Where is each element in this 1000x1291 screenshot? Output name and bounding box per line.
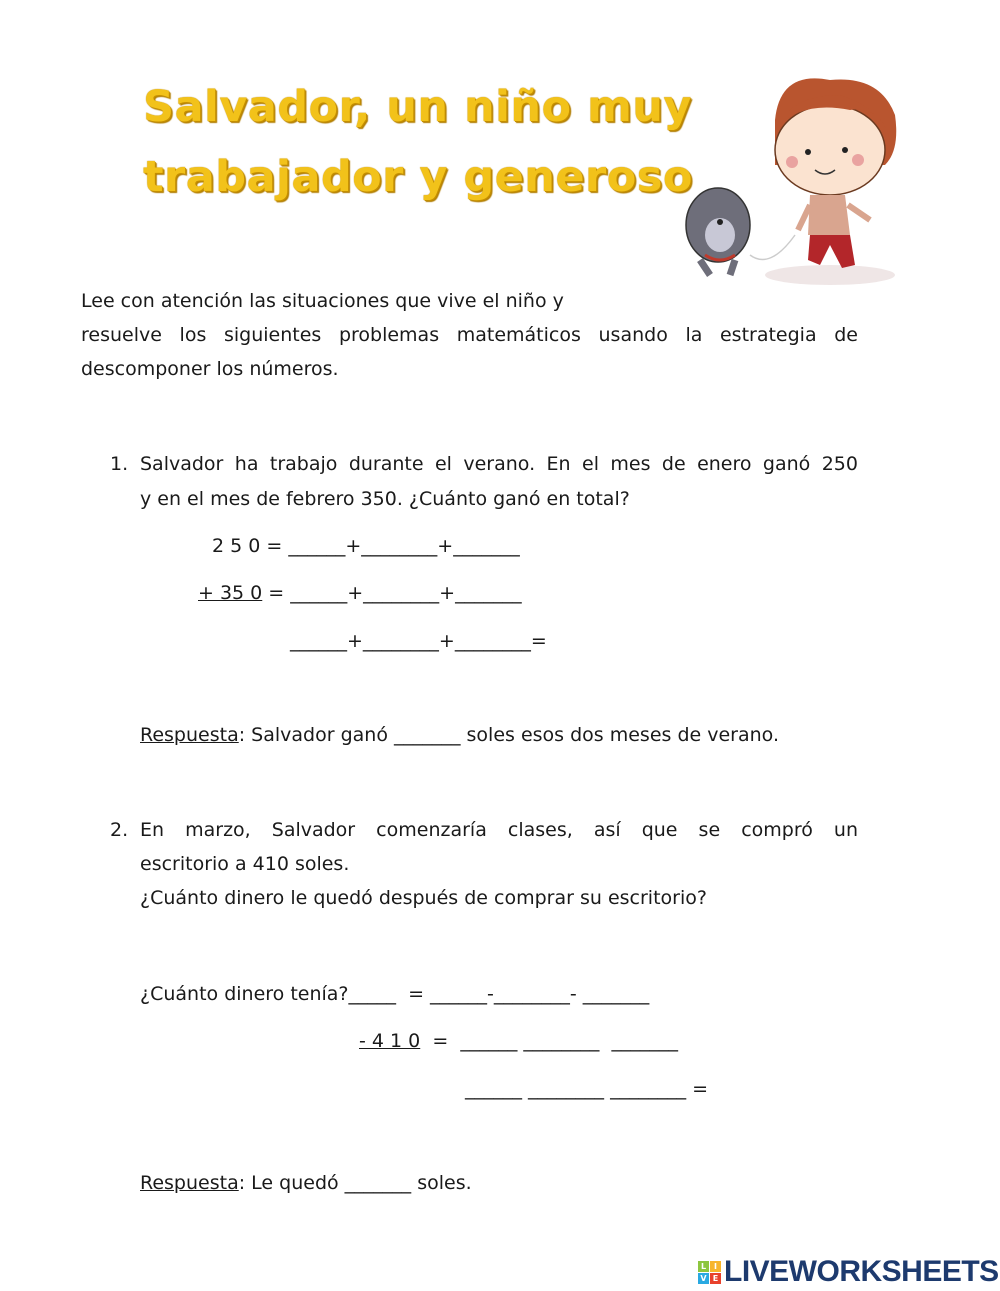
problem-1-number: 1. bbox=[110, 453, 129, 475]
intro-line-1: Lee con atención las situaciones que vive el niño y bbox=[81, 290, 564, 312]
addend-250: 2 5 0 bbox=[212, 535, 261, 557]
problem-2-equation-3[interactable]: ______ ________ ________ = bbox=[465, 1078, 709, 1100]
logo-cubes-icon: L I V E bbox=[698, 1261, 721, 1284]
decomposition-blanks[interactable]: = ______+________+_______ bbox=[260, 535, 520, 557]
problem-1-line-1: Salvador ha trabajo durante el verano. En el mes de enero ganó 250 bbox=[140, 453, 858, 475]
decomposition-blanks[interactable]: = ______+________+_______ bbox=[262, 582, 522, 604]
problem-2-line-2: escritorio a 410 soles. bbox=[140, 853, 350, 875]
problem-2-line-3: ¿Cuánto dinero le quedó después de comprar su escritorio? bbox=[140, 887, 707, 909]
problem-2-number: 2. bbox=[110, 819, 129, 841]
problem-2-line-1: En marzo, Salvador comenzaría clases, así que se compró un bbox=[140, 819, 858, 841]
decomposition-blanks[interactable]: = ______ ________ _______ bbox=[420, 1030, 678, 1052]
answer-text[interactable]: : Le quedó _______ soles. bbox=[238, 1172, 472, 1194]
problem-2-equation-2[interactable] bbox=[359, 1029, 678, 1053]
boy-with-dog-illustration bbox=[680, 70, 930, 300]
problem-1-equation-2[interactable] bbox=[198, 581, 522, 605]
addend-350: + 35 0 bbox=[198, 582, 263, 604]
problem-2-answer[interactable] bbox=[140, 1171, 472, 1195]
logo-wordmark: LIVEWORKSHEETS bbox=[724, 1255, 999, 1288]
answer-text[interactable]: : Salvador ganó _______ soles esos dos meses de verano. bbox=[238, 724, 780, 746]
answer-label: Respuesta bbox=[140, 724, 239, 746]
problem-2-equation-1[interactable]: ¿Cuánto dinero tenía?_____ = ______-________- _______ bbox=[140, 983, 650, 1005]
answer-label: Respuesta bbox=[140, 1172, 239, 1194]
problem-1-equation-3[interactable]: ______+________+________= bbox=[290, 630, 547, 652]
worksheet-title-line2: trabajador y generoso bbox=[143, 152, 693, 202]
intro-line-3: descomponer los números. bbox=[81, 358, 339, 380]
subtrahend-410: - 4 1 0 bbox=[359, 1030, 421, 1052]
problem-1-line-2: y en el mes de febrero 350. ¿Cuánto ganó en total? bbox=[140, 488, 630, 510]
worksheet-title-line1: Salvador, un niño muy bbox=[143, 82, 692, 132]
problem-1-equation-1[interactable] bbox=[212, 534, 520, 558]
liveworksheets-logo bbox=[698, 1255, 999, 1289]
problem-1-answer[interactable] bbox=[140, 723, 779, 747]
intro-line-2: resuelve los siguientes problemas matemáticos usando la estrategia de bbox=[81, 324, 858, 346]
